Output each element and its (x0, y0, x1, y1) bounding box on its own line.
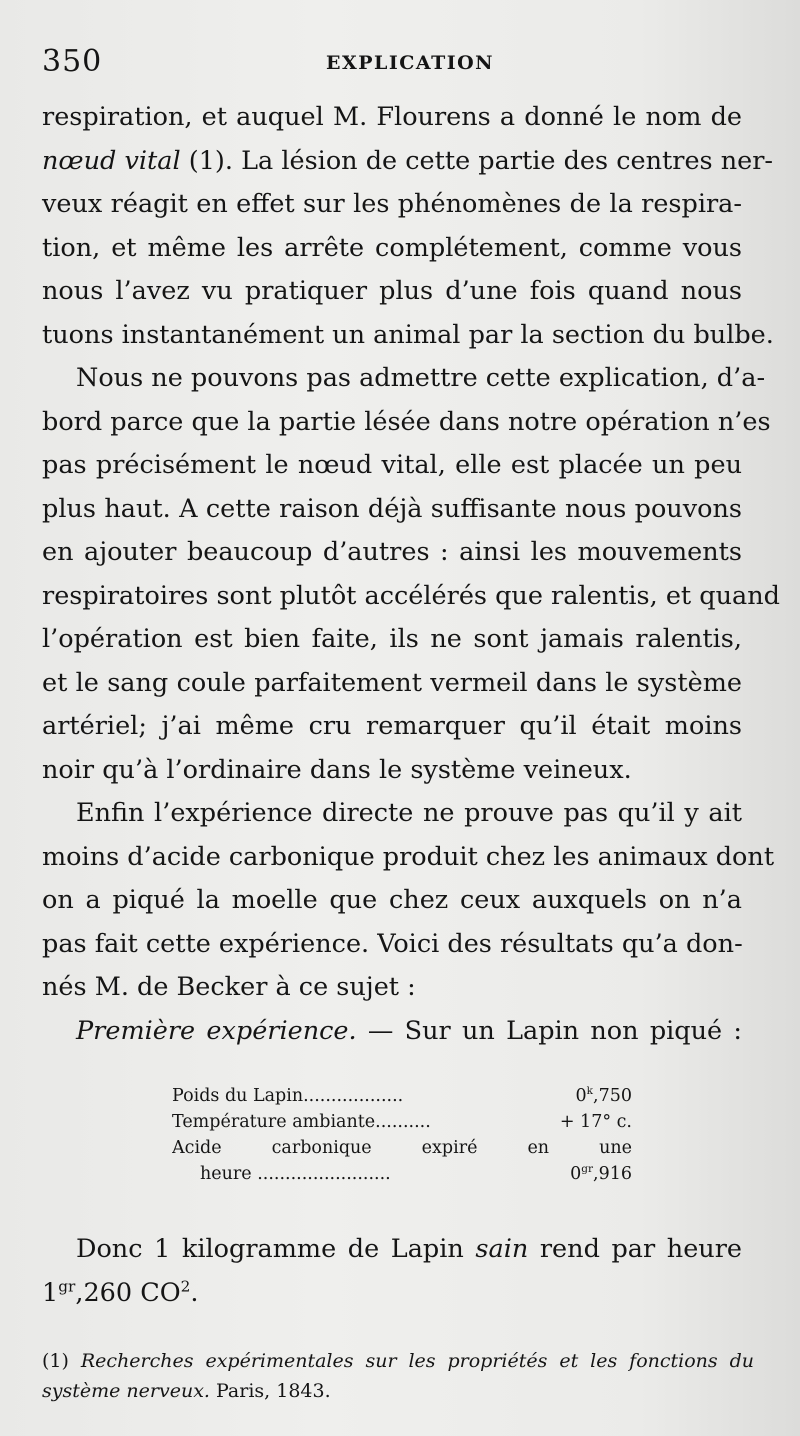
row-label-text: Acide carbonique expiré en une (172, 1138, 632, 1158)
dot-leader: ........................ (257, 1164, 391, 1184)
text-line: nés M. de Becker à ce sujet : (42, 972, 416, 1002)
table-row (172, 1135, 632, 1161)
page-number: 350 (42, 44, 103, 79)
row-label-text: Poids du Lapin (172, 1086, 304, 1106)
footnote (42, 1346, 754, 1406)
dot-leader: .................. (303, 1086, 404, 1106)
table-row (172, 1109, 632, 1135)
footnote-publication: Paris, 1843. (209, 1380, 331, 1402)
italic-term: nœud vital (42, 145, 181, 176)
text-line: tuons instantanément un animal par la section du bulbe. (42, 319, 774, 350)
conclusion (42, 1228, 742, 1315)
text-line: respiratoires sont plutôt accélérés que ralentis, et quand (42, 580, 780, 611)
italic-term: sain (475, 1234, 529, 1264)
text-line: pas fait cette expérience. Voici des résultats qu’a don- (42, 928, 743, 959)
conclusion-line (42, 1228, 742, 1272)
row-value: + 17° c. (559, 1112, 632, 1132)
footnote-marker: (1) (42, 1350, 81, 1372)
text-line: noir qu’à l’ordinaire dans le système veineux. (42, 754, 632, 785)
body-text (42, 96, 780, 1053)
text-line: tion, et même les arrête complétement, comme vous (42, 232, 742, 263)
text-line (42, 140, 774, 184)
paragraph-start: Enfin l’expérience directe ne prouve pas qu’il y ait (76, 798, 742, 828)
footnote-title: système nerveux. (42, 1380, 210, 1402)
text-line: pas précisément le nœud vital, elle est placée un peu (42, 450, 742, 480)
row-label (200, 1161, 562, 1187)
footnote-title: Recherches expérimentales sur les propriétés et les fonctions du (80, 1350, 755, 1372)
experiment-subject: — Sur un Lapin non piqué : (356, 1015, 742, 1046)
text-line: respiration, et auquel M. Flourens a donné le nom de (42, 102, 742, 132)
header-title: EXPLICATION (326, 52, 495, 74)
conclusion-line: $1^{gr},260$ $CO^2$. (42, 1277, 199, 1308)
text-line: en ajouter beaucoup d’autres : ainsi les mouvements (42, 537, 742, 567)
row-label-text: heure (200, 1164, 252, 1184)
row-label (172, 1083, 568, 1109)
text-line: et le sang coule parfaitement vermeil dans le système (42, 667, 742, 698)
footnote-line (42, 1376, 754, 1406)
running-head (42, 44, 742, 84)
experiment-heading-line (42, 1010, 742, 1054)
row-value: 0$^k$,750 (575, 1085, 632, 1106)
text-line: veux réagit en effet sur les phénomènes de la respira- (42, 189, 742, 219)
text-line: nous l’avez vu pratiquer plus d’une fois quand nous (42, 276, 742, 306)
text-line: on a piqué la moelle que chez ceux auxquels on n’a (42, 885, 742, 915)
footnote-line (42, 1346, 754, 1376)
experiment-heading: Première expérience. (76, 1015, 357, 1046)
conclusion-text: Donc 1 kilogramme de Lapin (76, 1234, 476, 1264)
text-line: plus haut. A cette raison déjà suffisante nous pouvons (42, 493, 742, 524)
text-line: l’opération est bien faite, ils ne sont jamais ralentis, (42, 624, 742, 654)
table-row (172, 1083, 632, 1109)
paragraph-start: Nous ne pouvons pas admettre cette explication, d’a- (76, 363, 766, 393)
experiment-data-table (172, 1083, 632, 1187)
row-label (172, 1109, 552, 1135)
text-line: artériel; j’ai même cru remarquer qu’il était moins (42, 711, 742, 741)
conclusion-text: rend par heure (528, 1234, 743, 1264)
row-label-text: Température ambiante (172, 1112, 376, 1132)
row-value: $0^{gr},916$ (570, 1163, 632, 1184)
text-line: moins d’acide carbonique produit chez les animaux dont (42, 841, 775, 872)
table-row (172, 1161, 632, 1187)
text-line-rest: (1). La lésion de cette partie des centres ner- (180, 145, 774, 176)
text-line: bord parce que la partie lésée dans notre opération n’es (42, 406, 771, 437)
dot-leader: .......... (375, 1112, 431, 1132)
